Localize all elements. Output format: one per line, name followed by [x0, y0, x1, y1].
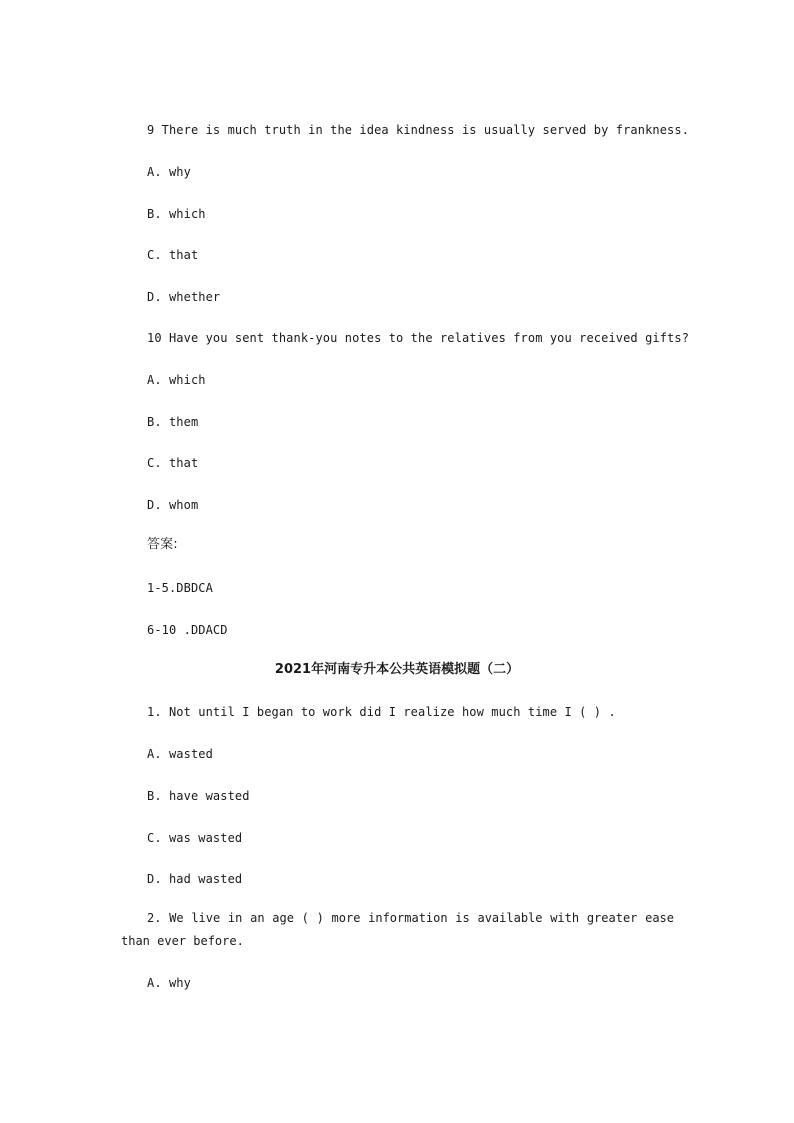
question-9-stem: 9 There is much truth in the idea kindness is usually served by frankness. [147, 123, 690, 137]
question-1-option-d: D. had wasted [147, 872, 243, 886]
question-9-option-d: D. whether [147, 290, 221, 304]
question-9-option-c: C. that [147, 248, 199, 262]
answer-key-6-10: 6-10 .DDACD [147, 623, 228, 637]
question-2-option-a: A. why [147, 976, 191, 990]
section-title: 2021年河南专升本公共英语模拟题（二） [274, 662, 520, 677]
question-9-option-b: B. which [147, 207, 206, 221]
question-10-option-b: B. them [147, 415, 199, 429]
question-1-option-a: A. wasted [147, 747, 213, 761]
question-9-option-a: A. why [147, 165, 191, 179]
answer-key-1-5: 1-5.DBDCA [147, 581, 213, 595]
question-1-stem: 1. Not until I began to work did I realize how much time I ( ) . [147, 705, 616, 719]
question-10-stem: 10 Have you sent thank-you notes to the relatives from you received gifts? [147, 331, 690, 345]
question-10-option-d: D. whom [147, 498, 199, 512]
answers-label: 答案: [147, 537, 178, 552]
question-10-option-c: C. that [147, 456, 199, 470]
question-1-option-c: C. was wasted [147, 831, 243, 845]
question-10-option-a: A. which [147, 373, 206, 387]
question-1-option-b: B. have wasted [147, 789, 250, 803]
question-2-stem: 2. We live in an age ( ) more information is available with greater ease than ever before. [121, 911, 674, 948]
